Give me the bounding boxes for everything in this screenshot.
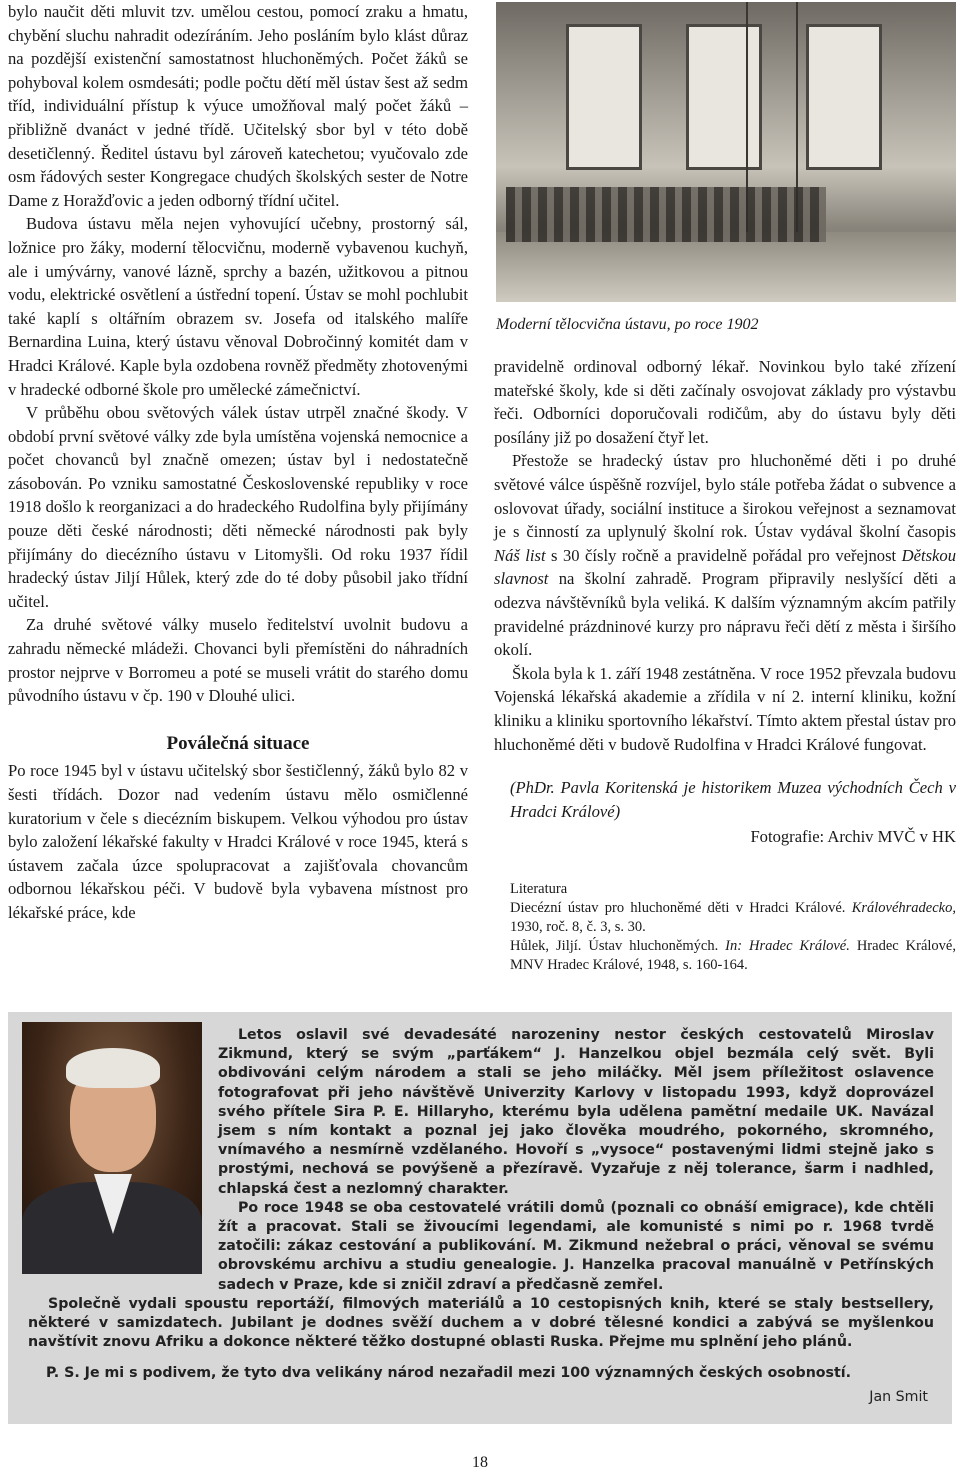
floor-shape — [496, 232, 956, 302]
right-column — [494, 355, 956, 849]
text-run: Hůlek, Jiljí. Ústav hluchoněmých. — [510, 938, 726, 954]
text-run: 1930, roč. 8, č. 3, s. 30. — [510, 919, 646, 935]
paragraph: Po roce 1945 byl v ústavu učitelský sbor šestičlenný, žáků bylo 82 v šesti třídách. Dozor nad vedením ústavu mělo osmičlenné kuratorium v čele s diecézním biskupem. Velkou výhodou pro ústav bylo založení lékařské fakulty v Hradci Králové v roce 1945, která s ústavem začala úzce spolupracovat a zajišťovala chovancům odbornou lékařskou péči. V budově byla vybavena místnost pro lékařské práce, kde — [8, 761, 468, 922]
event-title: Dětskou slavnost — [494, 545, 957, 589]
photo-credit: Fotografie: Archiv MVČ v HK — [750, 827, 956, 847]
source-title: Královéhradecko, — [851, 900, 956, 916]
paragraph: Škola byla k 1. září 1948 zestátněna. V roce 1952 převzala budovu Vojenská lékařská akademie a zřídila v ní 2. interní kliniku, kožní kliniku a kliniku sportovního lékařství. Tímto aktem přestal ústav pro hluchoněmé děti v budově Rudolfina v Hradci Králové fungovat. — [494, 663, 956, 754]
paragraph: V průběhu obou světových válek ústav utrpěl značné škody. V období první světové války zde byla umístěna vojenská nemocnice a počet chovanců byl značně omezen; ústav byl i nedostatečně zásobován. Po vzniku samostatné Československé republiky v roce 1918 došlo k reorganizaci a do hradeckého Rudolfina byly přijímány pouze děti české národnosti; děti německé národnosti pak byly přijímány do diecézního ústavu v Litomyšli. Od roku 1937 řídil hradecký ústav Jiljí Hůlek, který zde do té doby působil jako třídní učitel. — [8, 403, 468, 611]
page-number: 18 — [472, 1454, 488, 1471]
text-run: s 30 čísly ročně a pravidelně pořádal pro veřejnost — [545, 545, 902, 565]
postscript: P. S. Je mi s podivem, že tyto dva velikány národ nezařadil mezi 100 významných českých osobností. — [46, 1365, 852, 1382]
photo-caption: Moderní tělocvična ústavu, po roce 1902 — [496, 316, 759, 333]
children-group-shape — [506, 187, 826, 242]
paragraph — [494, 449, 956, 661]
text-run: na školní zahradě. Program připravily neslyšící děti a odezva návštěvníků byla veliká. K dalším významným akcím patřily pravidelné prázdninové kurzy pro nápravu řeči dětí z města i širšího okolí. — [494, 569, 956, 660]
section-heading: Poválečná situace — [166, 732, 310, 754]
author-note: (PhDr. Pavla Koritenská je historikem Muzea východních Čech v Hradci Králové) — [510, 778, 956, 821]
window-shape — [806, 24, 882, 170]
paragraph: Budova ústavu měla nejen vyhovující učebny, prostorný sál, ložnice pro žáky, moderní tělocvičnu, moderně vybavenou kuchyň, ale i umývárny, vanové lázně, sprchy a bazén, užitkovou a pitnou vodu, elektrické osvětlení a ústřední topení. Ústav se mohl pochlubit také kaplí s oltářním obrazem sv. Josefa od italského malíře Bernardina Luina, který ústavu věnoval Dobročinný komitét dam v Hradci Králové. Kaple byla ozdobena rovněž předměty zhotovenými v hradecké odborné škole pro umělecké zámečnictví. — [8, 214, 468, 399]
paragraph: bylo naučit děti mluvit tzv. umělou cestou, pomocí zraku a hmatu, chybění sluchu nahradit odezíráním. Jeho posláním bylo klást důraz na pozdější existenční samostatnost hluchoněmých. Počet žáků se pohyboval kolem osmdesáti; podle počtu dětí měl ústav šest až sedm tříd, individuální přístup k výuce umožňoval malý počet žáků – přibližně dvanáct v jedné třídě. Učitelský sbor byl v této době desetičlenný. Ředitel ústavu byl zároveň katechetou; vyučovalo zde osm řádových sester Kongregace chudých školských sester de Notre Dame z Horažďovic a jeden odborný třídní učitel. — [8, 2, 468, 210]
literature-heading: Literatura — [510, 881, 568, 897]
tribute-paragraph: Letos oslavil své devadesáté narozeniny nestor českých cestovatelů Miroslav Zikmund, který se svým „parťákem“ J. Hanzelkou objel bezmála celý svět. Byli obdivováni celým národem a stali se jeho miláčky. Měl jsem příležitost oslavence fotografovat při jeho návštěvě Univerzity Karlovy v listopadu 1993, když doprovázel svého přítele Sira P. E. Hillaryho, kterému byla udělena pamětní medaile UK. Navázal jsem s ním kontakt a poznal jej jako člověka moudrého, pokorného, skromného, vnímavého a nesmírně vzdělaného. Hovoří s „vysoce“ postavenými lidmi stejně jako s prostými, nechová se povýšeně a přezíravě. Vyzařuje z něj tolerance, šarm i nadhled, chlapská čest a nezlomný charakter. — [218, 1027, 934, 1197]
text-run: Diecézní ústav pro hluchoněmé děti v Hradci Králové. — [510, 900, 852, 916]
text-run: Přestože se hradecký ústav pro hluchoněmé děti i po druhé světové válce úspěšně rozvíjel, bylo stále potřeba žádat o subvence a oslovovat úřady, sociální instituce a širokou veřejnost a seznamovat je s činností za uplynulý školní rok. Ústav vydával školní časopis — [494, 451, 956, 542]
literature-item — [510, 899, 956, 937]
left-column — [8, 0, 468, 925]
window-shape — [566, 24, 642, 170]
window-shape — [686, 24, 762, 170]
tribute-paragraph: Společně vydali spoustu reportáží, filmových materiálů a 10 cestopisných knih, které se staly bestsellery, některé v samizdatech. Jubilant je dodnes svěží duchem a v dobré tělesné kondici a zabývá se myšlenkou navštívit znovu Afriku a dokonce některé těžko dostupné oblasti Ruska. Přejme mu splnění jeho plánů. — [28, 1295, 934, 1351]
source-title: In: Hradec Králové. — [725, 938, 850, 954]
paragraph: pravidelně ordinoval odborný lékař. Novinkou bylo také zřízení mateřské školy, kde si děti začínaly osvojovat základy pro výstavbu řeči. Odborníci doporučovali rodičům, aby do ústavu byly děti posílány již po dosažení čtyř let. — [494, 357, 956, 447]
literature-section — [510, 880, 956, 975]
literature-item — [510, 937, 956, 975]
gymnasium-photo — [496, 2, 956, 302]
signature: Jan Smit — [869, 1388, 928, 1405]
text-run: Hradec Králové, MNV Hradec Králové, 1948, s. 160-164. — [510, 938, 956, 973]
magazine-title: Náš list — [494, 545, 546, 565]
tribute-paragraph: Po roce 1948 se oba cestovatelé vrátili domů (poznali co obnáší emigrace), kde chtěli žít a pracovat. Stali se živoucími legendami, ale komunisté s nimi po r. 1968 tvrdě zatočili: zákaz cestování a publikování. M. Zikmund nežebral o práci, věnoval se svému obrovskému archivu a studiu genealogie. J. Hanzelka pracoval manuálně v Petřínských sadech v Praze, kde si zničil zdraví a předčasně zemřel. — [218, 1199, 934, 1293]
tribute-box — [8, 1012, 952, 1424]
tribute-text — [28, 1026, 934, 1407]
paragraph: Za druhé světové války muselo ředitelství uvolnit budovu a zahradu německé mládeži. Chovanci byli přemístěni do náhradních prostor nejprve v Borromeu a poté se museli vrátit do starého domu původního ústavu v čp. 190 v Dlouhé ulici. — [8, 615, 468, 706]
